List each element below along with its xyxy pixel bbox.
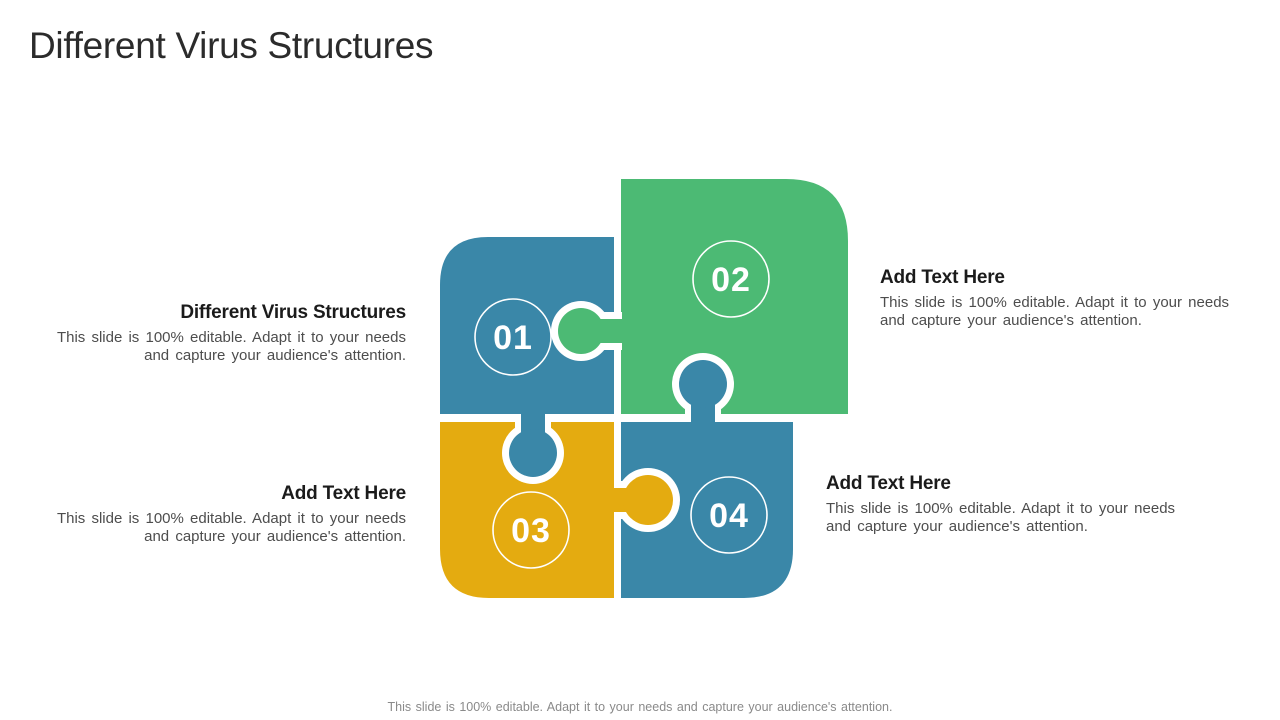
text-block-body-line: This slide is 100% editable. Adapt it to your needs	[880, 293, 1230, 311]
puzzle-diagram	[430, 165, 860, 605]
text-block-left-middle	[26, 302, 406, 365]
text-block-body-line: and capture your audience's attention.	[144, 527, 406, 545]
text-block-body-line: and capture your audience's attention.	[826, 517, 1088, 535]
text-block-heading: Add Text Here	[281, 483, 406, 504]
puzzle-knob-green	[551, 301, 626, 361]
text-block-right-top	[880, 267, 1260, 330]
piece-number-01: 01	[493, 319, 533, 357]
text-block-right-bottom	[826, 473, 1206, 536]
slide-title: Different Virus Structures	[29, 25, 434, 66]
text-block-body-line: This slide is 100% editable. Adapt it to your needs	[826, 499, 1176, 517]
text-block-heading: Add Text Here	[826, 473, 951, 494]
puzzle-knob-blue-down	[502, 408, 564, 484]
text-block-heading: Add Text Here	[880, 267, 1005, 288]
knob-head	[558, 308, 604, 354]
footer-note: This slide is 100% editable. Adapt it to your needs and capture your audience's attention.	[387, 700, 893, 714]
text-block-body-line: This slide is 100% editable. Adapt it to your needs	[56, 509, 406, 527]
piece-number-04: 04	[709, 497, 749, 535]
text-block-body-line: and capture your audience's attention.	[880, 311, 1142, 329]
text-block-left-bottom	[26, 483, 406, 546]
text-block-heading: Different Virus Structures	[180, 302, 406, 323]
knob-head	[623, 475, 673, 525]
puzzle-knob-yellow	[608, 468, 680, 532]
knob-head	[679, 360, 727, 408]
piece-number-03: 03	[511, 512, 551, 550]
puzzle-knob-blue-up	[672, 353, 734, 428]
text-block-body-line: and capture your audience's attention.	[144, 346, 406, 364]
text-block-body-line: This slide is 100% editable. Adapt it to your needs	[56, 328, 406, 346]
piece-number-02: 02	[711, 261, 751, 299]
knob-head	[509, 429, 557, 477]
